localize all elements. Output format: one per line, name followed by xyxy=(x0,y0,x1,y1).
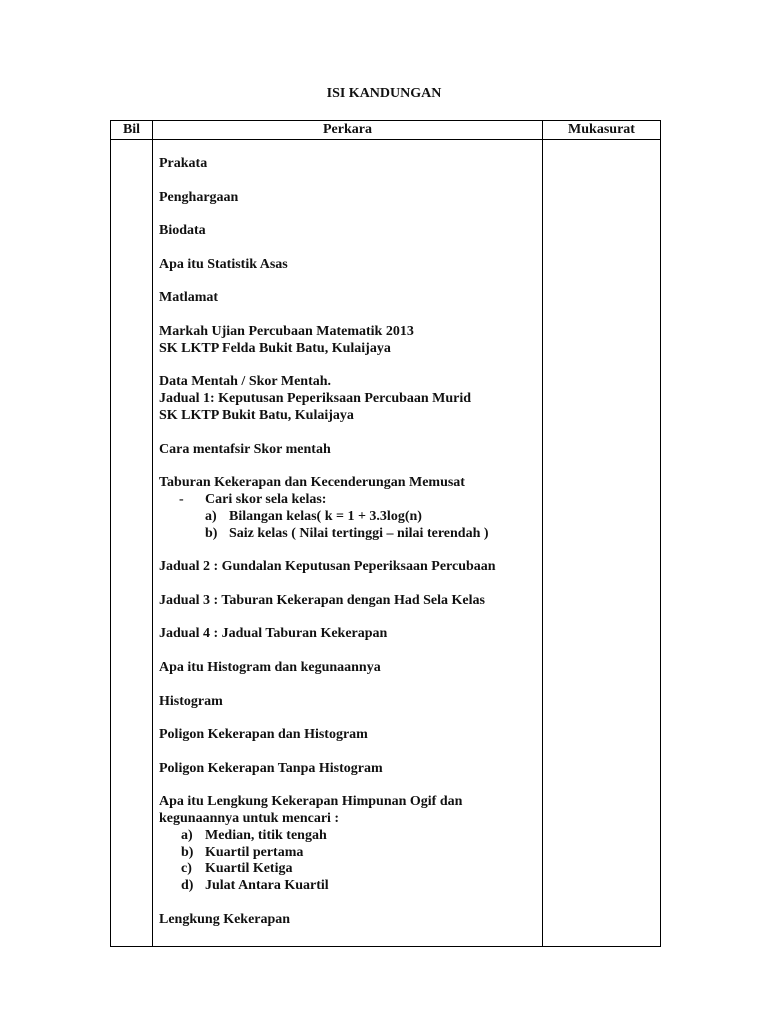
entry-matlamat: Matlamat xyxy=(159,290,219,306)
taburan-item-b: b) Saiz kelas ( Nilai tertinggi – nilai terendah ) xyxy=(205,525,489,541)
perkara-column xyxy=(153,140,543,947)
entry-statistik: Apa itu Statistik Asas xyxy=(159,256,288,272)
entry-jadual3: Jadual 3 : Taburan Kekerapan dengan Had Sela Kelas xyxy=(159,592,485,608)
entry-biodata: Biodata xyxy=(159,223,206,239)
ogif-item-b: b) Kuartil pertama xyxy=(181,844,304,860)
taburan-subheading: - Cari skor sela kelas: xyxy=(179,491,327,507)
page-title: ISI KANDUNGAN xyxy=(326,86,442,101)
entry-cara: Cara mentafsir Skor mentah xyxy=(159,441,331,457)
entry-histogram-info: Apa itu Histogram dan kegunaannya xyxy=(159,659,381,675)
entry-poligon-histogram: Poligon Kekerapan dan Histogram xyxy=(159,727,368,743)
entries-list xyxy=(153,140,542,929)
header-mukasurat: Mukasurat xyxy=(543,121,661,140)
table-body-row xyxy=(111,140,661,947)
entry-taburan: Taburan Kekerapan dan Kecenderungan Memusat - Cari skor sela kelas: a) Bilangan kelas( k = 1 + 3.3log(n) b) Saiz kelas ( Nilai tertinggi – nilai terendah ) xyxy=(159,475,536,542)
entry-data-mentah: Data Mentah / Skor Mentah. Jadual 1: Keputusan Peperiksaan Percubaan Murid SK LKTP Bukit Batu, Kulaijaya xyxy=(159,374,472,423)
header-bil: Bil xyxy=(111,121,153,140)
taburan-item-a: a) Bilangan kelas( k = 1 + 3.3log(n) xyxy=(205,508,422,524)
ogif-item-d: d) Julat Antara Kuartil xyxy=(181,878,329,894)
header-perkara: Perkara xyxy=(153,121,543,140)
entry-penghargaan: Penghargaan xyxy=(159,189,239,205)
ogif-item-a: a) Median, titik tengah xyxy=(181,827,327,843)
table-of-contents xyxy=(110,120,661,947)
entry-lengkung: Lengkung Kekerapan xyxy=(159,911,291,927)
entry-ogif: Apa itu Lengkung Kekerapan Himpunan Ogif dan kegunaannya untuk mencari : a) Median, titik tengah b) Kuartil pertama c) Kuartil Ketiga d) Julat Antara Kuartil xyxy=(159,794,536,895)
entry-prakata: Prakata xyxy=(159,156,208,171)
entry-histogram: Histogram xyxy=(159,693,223,709)
entry-jadual4: Jadual 4 : Jadual Taburan Kekerapan xyxy=(159,626,388,642)
mukasurat-column xyxy=(543,140,661,947)
table-header-row xyxy=(111,121,661,140)
ogif-item-c: c) Kuartil Ketiga xyxy=(181,861,293,877)
entry-jadual2: Jadual 2 : Gundalan Keputusan Peperiksaan Percubaan xyxy=(159,559,496,575)
entry-markah: Markah Ujian Percubaan Matematik 2013 SK LKTP Felda Bukit Batu, Kulaijaya xyxy=(159,323,414,356)
entry-poligon-tanpa: Poligon Kekerapan Tanpa Histogram xyxy=(159,760,383,776)
bil-column xyxy=(111,140,153,947)
